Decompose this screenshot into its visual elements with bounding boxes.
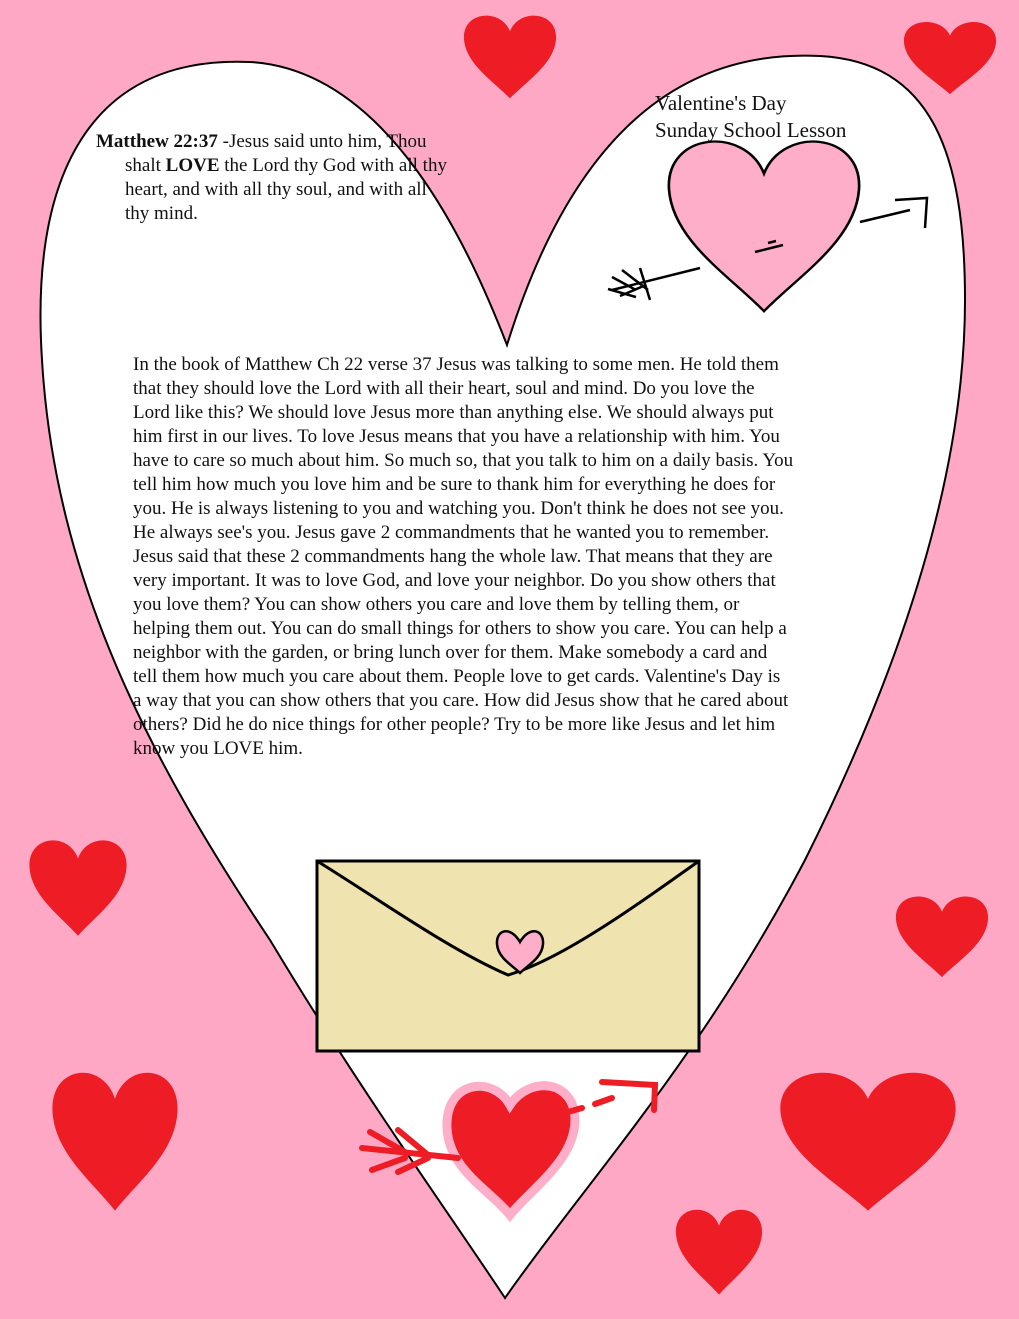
scripture-verse [96,130,455,226]
verse-reference: Matthew 22:37 [96,131,218,152]
title-line-2: Sunday School Lesson [655,118,847,142]
red-heart-icon [904,22,996,94]
red-heart-icon [464,16,556,99]
verse-emphasis: LOVE [165,155,220,176]
verse-text-before: -Jesus said unto him, Thou shalt [125,131,427,176]
page-title [655,90,915,144]
envelope-icon [317,861,699,1051]
red-heart-icon [29,840,126,935]
lesson-body: In the book of Matthew Ch 22 verse 37 Jesus was talking to some men. He told them that they should love the Lord with all their heart, soul and mind. Do you love the Lord like this? We should love Jesus more than anything else. We should always put him first in our lives. To love Jesus means that you have a relationship with him. You have to care so much about him. So much so, that you talk to him on a daily basis. You tell him how much you love him and be sure to thank him for everything he does for you. He is always listening to you and watching you. Don't think he does not see you. He always see's you. Jesus gave 2 commandments that he wanted you to remember. Jesus said that these 2 commandments hang the whole law. That means that they are very important. It was to love God, and love your neighbor. Do you show others that you love them? You can show others you care and love them by telling them, or helping them out. You can do small things for others to show you care. You can help a neighbor with the garden, or bring lunch over for them. Make somebody a card and tell them how much you care about them. People love to get cards. Valentine's Day is a way that you can show others that you care. How did Jesus show that he cared about others? Did he do nice things for other people? Try to be more like Jesus and let him know you LOVE him. [133,354,794,759]
verse-text-after: the Lord thy God with all thy heart, and with all thy soul, and with all thy mind. [125,155,447,224]
title-line-1: Valentine's Day [655,91,787,115]
red-heart-icon [52,1073,177,1211]
red-heart-icon [896,897,988,978]
red-heart-icon [780,1073,955,1211]
red-heart-icon [676,1210,762,1295]
